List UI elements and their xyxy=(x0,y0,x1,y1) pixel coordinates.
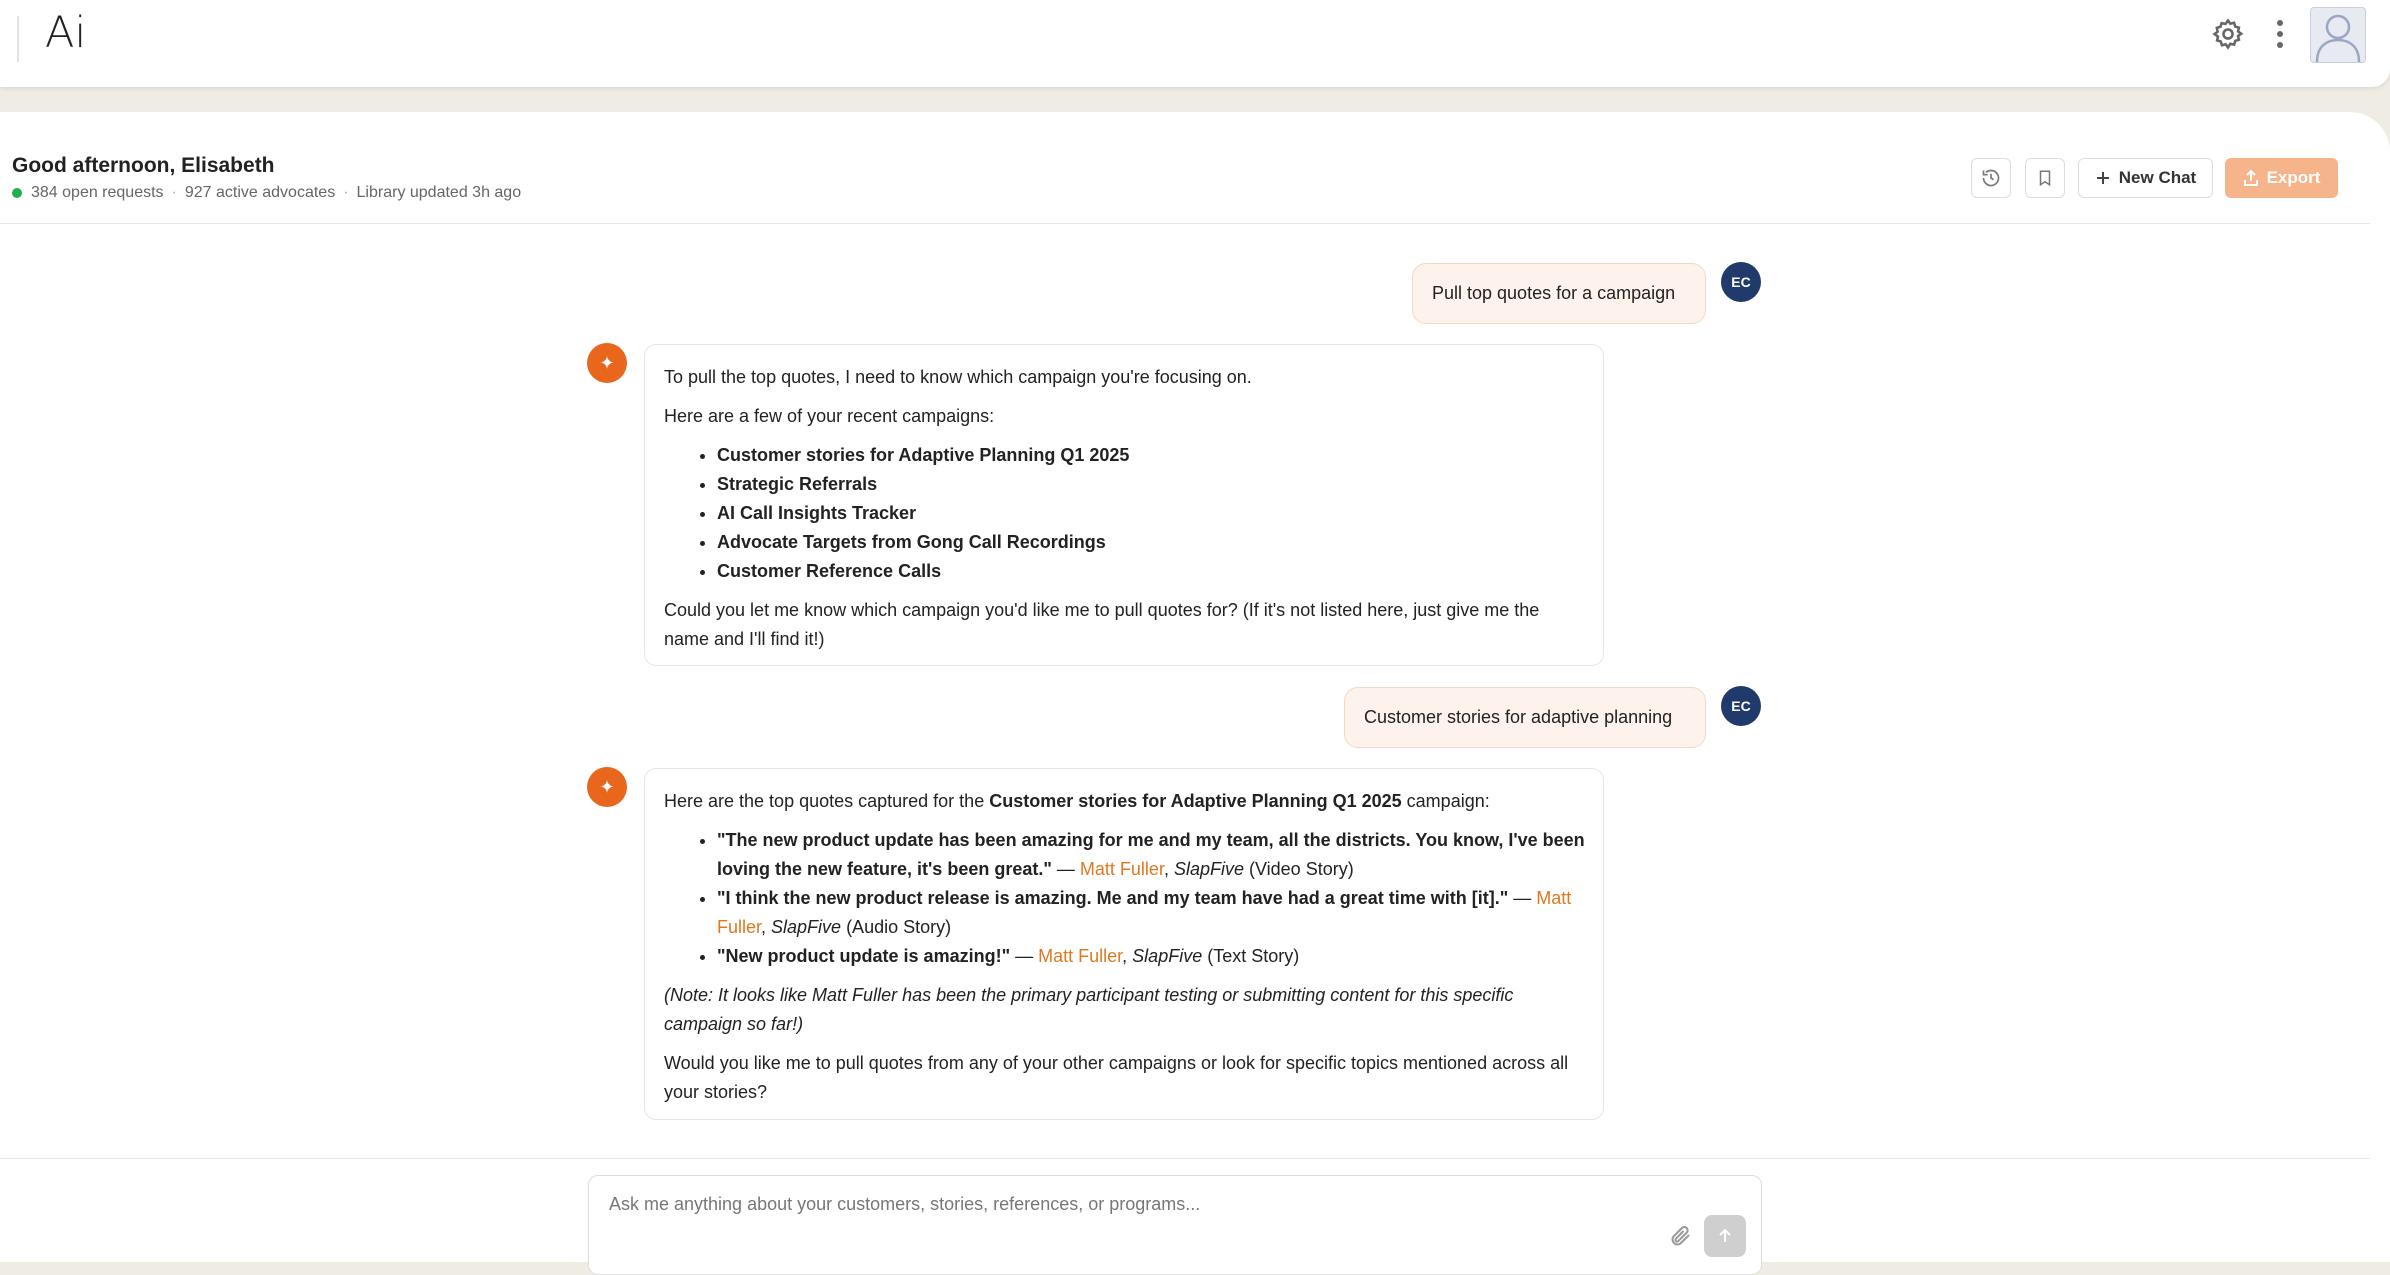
app-logo[interactable]: Ai xyxy=(45,8,87,58)
ai-sparkle-icon: ✦ xyxy=(587,343,627,383)
quote-item xyxy=(717,826,1585,884)
ai-sparkle-icon: ✦ xyxy=(587,767,627,807)
intro-text: campaign: xyxy=(1401,791,1490,811)
user-message xyxy=(1344,687,1706,748)
bookmark-icon xyxy=(2036,168,2054,188)
history-button[interactable] xyxy=(1971,158,2011,198)
ai-note: (Note: It looks like Matt Fuller has been the primary participant testing or submitting content for this specific campaign so far!) xyxy=(664,985,1514,1034)
quote-comma: , xyxy=(1163,859,1174,879)
upload-icon xyxy=(2243,169,2259,187)
more-options-icon[interactable] xyxy=(2268,17,2292,51)
main-panel xyxy=(0,112,2390,1262)
quote-comma: , xyxy=(1122,946,1133,966)
arrow-up-icon xyxy=(1716,1227,1734,1245)
chat-composer xyxy=(588,1175,1762,1275)
user-badge: EC xyxy=(1721,262,1761,302)
quote-item xyxy=(717,942,1585,971)
stat-separator: · xyxy=(171,184,177,201)
open-requests-stat: 384 open requests xyxy=(31,184,164,201)
ai-message xyxy=(644,768,1604,1120)
quote-dash: — xyxy=(1010,946,1039,966)
ai-message-intro xyxy=(664,787,1585,816)
paperclip-icon[interactable] xyxy=(1668,1224,1692,1248)
export-button[interactable] xyxy=(2225,158,2338,198)
ai-message-text: Could you let me know which campaign you'd like me to pull quotes for? (If it's not listed here, just give me the name and I'll find it!) xyxy=(664,600,1540,649)
campaign-item: • AI Call Insights Tracker xyxy=(717,499,1585,528)
campaign-item: • Advocate Targets from Gong Call Recordings xyxy=(717,528,1585,557)
author-link[interactable]: Matt Fuller xyxy=(1038,946,1123,966)
author-link[interactable]: Matt Fuller xyxy=(1079,859,1164,879)
active-advocates-stat: 927 active advocates xyxy=(184,184,336,201)
topbar-divider xyxy=(17,16,19,62)
history-icon xyxy=(1981,168,2001,188)
campaign-item: • Customer Reference Calls xyxy=(717,557,1585,586)
user-message-text: Customer stories for adaptive planning xyxy=(1364,707,1673,727)
story-type: (Video Story) xyxy=(1243,859,1354,879)
quote-list xyxy=(664,826,1585,971)
quote-item xyxy=(717,884,1585,942)
ai-message-text: Would you like me to pull quotes from any of your other campaigns or look for specific topics mentioned across all your stories? xyxy=(664,1053,1569,1102)
plus-icon xyxy=(2095,170,2111,186)
quote-dash: — xyxy=(1508,888,1537,908)
quote-comma: , xyxy=(761,917,772,937)
export-label: Export xyxy=(2266,168,2321,187)
quote-text: "The new product update has been amazing for me and my team, all the districts. You know, I've been loving the new feature, it's been great." xyxy=(717,830,1585,879)
chat-input[interactable] xyxy=(607,1188,1611,1220)
campaign-list xyxy=(664,441,1585,586)
composer-divider xyxy=(0,1158,2370,1159)
header-stats xyxy=(12,184,521,202)
campaign-item: • Customer stories for Adaptive Planning Q1 2025 xyxy=(717,441,1585,470)
user-message-text: Pull top quotes for a campaign xyxy=(1432,283,1676,303)
campaign-name: Customer stories for Adaptive Planning Q1 2025 xyxy=(989,791,1402,811)
greeting-title: Good afternoon, Elisabeth xyxy=(12,154,275,177)
ai-message xyxy=(644,344,1604,666)
stat-separator: · xyxy=(343,184,349,201)
bookmark-button[interactable] xyxy=(2025,158,2065,198)
avatar-icon xyxy=(2311,8,2365,62)
company-name: SlapFive xyxy=(1132,946,1203,966)
ai-message-text: Here are a few of your recent campaigns: xyxy=(664,406,995,426)
author-link[interactable]: Matt Fuller xyxy=(717,888,1572,937)
quote-text: "I think the new product release is amazing. Me and my team have had a great time with [it]." xyxy=(717,888,1509,908)
library-updated-stat: Library updated 3h ago xyxy=(356,184,522,201)
ai-message-text: To pull the top quotes, I need to know which campaign you're focusing on. xyxy=(664,367,1252,387)
story-type: (Audio Story) xyxy=(841,917,952,937)
top-bar xyxy=(0,0,2390,87)
new-chat-label: New Chat xyxy=(2118,168,2197,187)
quote-dash: — xyxy=(1051,859,1080,879)
new-chat-button[interactable] xyxy=(2078,158,2213,198)
user-badge: EC xyxy=(1721,686,1761,726)
quote-text: "New product update is amazing!" xyxy=(717,946,1011,966)
status-dot xyxy=(12,188,22,198)
company-name: SlapFive xyxy=(771,917,842,937)
story-type: (Text Story) xyxy=(1202,946,1300,966)
user-avatar[interactable] xyxy=(2310,7,2366,63)
gear-icon[interactable] xyxy=(2211,17,2245,51)
intro-text: Here are the top quotes captured for the xyxy=(664,791,990,811)
send-button[interactable] xyxy=(1704,1215,1746,1257)
user-message xyxy=(1412,263,1706,324)
company-name: SlapFive xyxy=(1173,859,1244,879)
header-divider xyxy=(0,223,2370,224)
campaign-item: • Strategic Referrals xyxy=(717,470,1585,499)
